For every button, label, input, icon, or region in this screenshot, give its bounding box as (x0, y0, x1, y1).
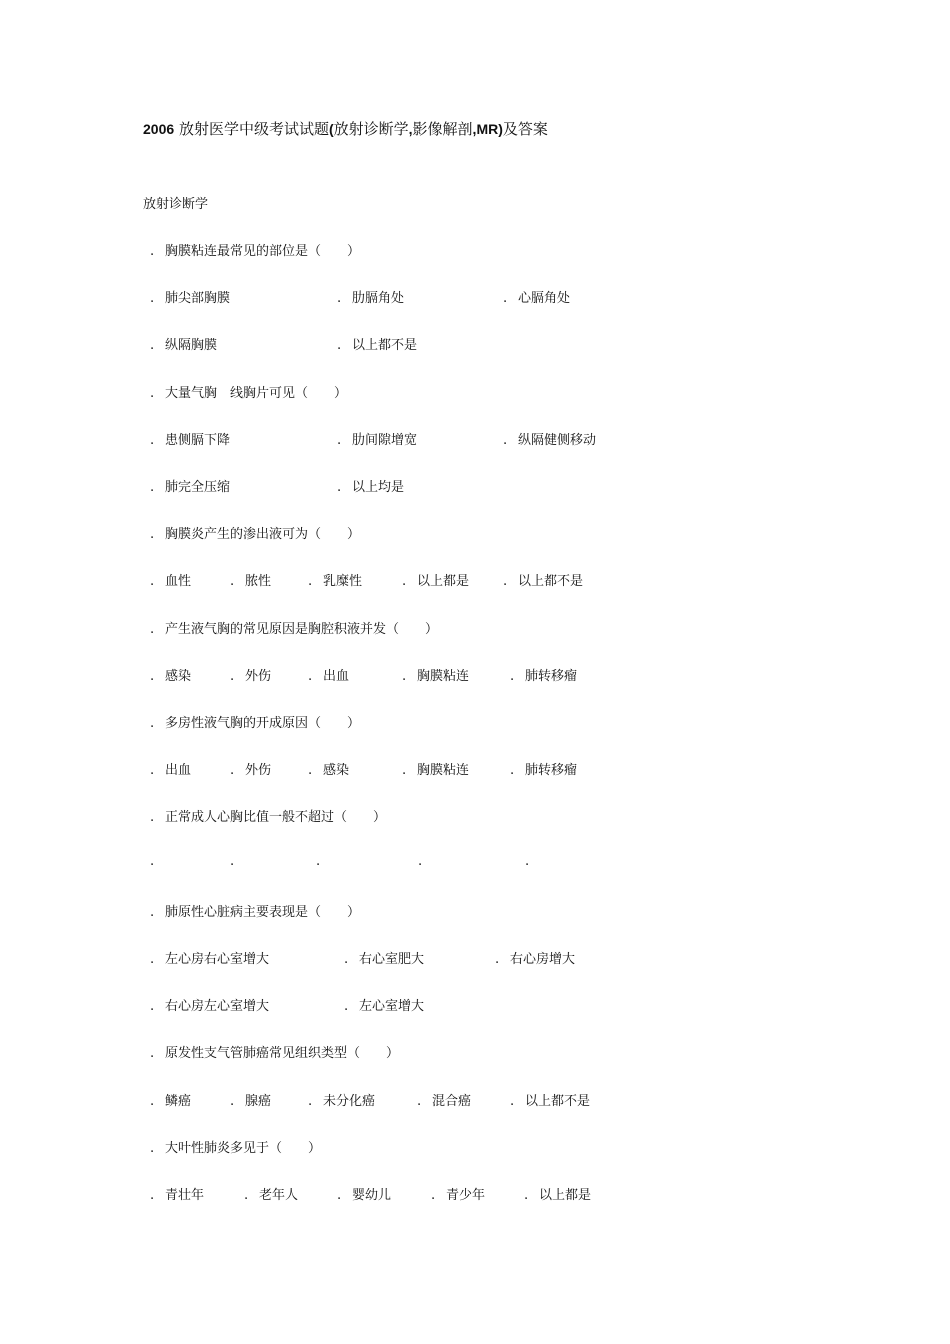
option-text: 纵隔胸膜 (165, 338, 218, 353)
question-marker: . (150, 905, 155, 920)
option-item (495, 948, 575, 967)
option-marker: . (402, 669, 407, 684)
option-marker: . (503, 574, 508, 589)
option-text: 肋间隙增宽 (352, 433, 418, 448)
question-line (150, 1137, 710, 1157)
options-line (150, 476, 710, 496)
option-item (402, 665, 469, 684)
option-item (402, 570, 469, 589)
question-text: 多房性液气胸的开成原因（ ） (165, 716, 361, 731)
option-item (150, 665, 191, 684)
option-text: 脓性 (245, 574, 272, 589)
option-text: 出血 (165, 763, 192, 778)
option-marker: . (431, 1188, 436, 1203)
title-sub2: 影像解剖 (412, 120, 473, 138)
option-item (503, 570, 583, 589)
option-marker: . (150, 338, 155, 353)
question-line (150, 806, 710, 826)
option-text: 血性 (165, 574, 192, 589)
question-marker: . (150, 386, 155, 401)
option-marker: . (402, 574, 407, 589)
title-sub1: 放射诊断学 (333, 120, 409, 138)
option-item (150, 1090, 191, 1109)
option-text: 肺尖部胸膜 (165, 291, 231, 306)
options-line (150, 665, 710, 685)
option-text: 以上都不是 (518, 574, 584, 589)
option-item (337, 429, 417, 448)
option-marker: . (503, 433, 508, 448)
option-item (344, 995, 424, 1014)
option-marker: . (150, 574, 155, 589)
option-item (244, 1184, 298, 1203)
option-text: 以上均是 (352, 480, 405, 495)
option-marker: . (495, 952, 500, 967)
option-item (150, 1184, 204, 1203)
question-line (150, 712, 710, 732)
option-marker: . (308, 669, 313, 684)
option-item (402, 759, 469, 778)
options-line (150, 759, 710, 779)
title-paren: ( (328, 121, 334, 137)
option-item (337, 287, 404, 306)
option-item (230, 759, 271, 778)
option-text: 右心房左心室增大 (165, 999, 270, 1014)
question-text: 肺原性心脏病主要表现是（ ） (165, 905, 361, 920)
option-item (337, 334, 417, 353)
option-marker: . (337, 291, 342, 306)
option-text: 乳糜性 (323, 574, 363, 589)
option-text: 外伤 (245, 669, 272, 684)
option-marker: . (230, 574, 235, 589)
option-marker: . (230, 669, 235, 684)
option-item (431, 1184, 485, 1203)
option-marker: . (150, 291, 155, 306)
option-text: 胸膜粘连 (417, 763, 470, 778)
option-item (150, 570, 191, 589)
option-item (150, 759, 191, 778)
option-text: 外伤 (245, 763, 272, 778)
question-text: 大量气胸 线胸片可见（ ） (165, 386, 348, 401)
question-line (150, 523, 710, 543)
title-comma1: , (408, 121, 413, 137)
option-text: 青少年 (446, 1188, 486, 1203)
option-item (150, 334, 217, 353)
title-tail: 及答案 (502, 120, 548, 138)
option-item (150, 476, 230, 495)
option-text: 心膈角处 (518, 291, 571, 306)
option-marker: . (150, 669, 155, 684)
option-item (337, 476, 404, 495)
option-marker: . (308, 574, 313, 589)
option-item (503, 429, 596, 448)
option-text: 老年人 (259, 1188, 299, 1203)
option-marker: . (308, 1094, 313, 1109)
question-marker: . (150, 527, 155, 542)
option-text: 患侧膈下降 (165, 433, 231, 448)
option-marker: . (150, 1094, 155, 1109)
option-marker: . (510, 669, 515, 684)
question-line (150, 618, 710, 638)
option-marker: . (150, 1188, 155, 1203)
options-line (150, 948, 710, 968)
option-text: 肋膈角处 (352, 291, 405, 306)
option-marker: . (150, 854, 155, 869)
option-marker: . (150, 952, 155, 967)
option-text: 右心室肥大 (359, 952, 425, 967)
option-item (230, 570, 271, 589)
option-marker: . (402, 763, 407, 778)
option-item (230, 1090, 271, 1109)
option-text: 未分化癌 (323, 1094, 376, 1109)
title-mr: MR) (476, 121, 503, 137)
question-marker: . (150, 622, 155, 637)
option-text: 以上都是 (539, 1188, 592, 1203)
question-text: 正常成人心胸比值一般不超过（ ） (165, 810, 387, 825)
option-text: 纵隔健侧移动 (518, 433, 597, 448)
option-item (230, 854, 245, 869)
option-marker: . (337, 338, 342, 353)
title-year: 2006 (143, 121, 175, 137)
options-line (150, 570, 710, 590)
option-marker: . (344, 999, 349, 1014)
option-marker: . (244, 1188, 249, 1203)
section-heading: 放射诊断学 (143, 197, 209, 212)
option-text: 感染 (323, 763, 350, 778)
option-item (503, 287, 570, 306)
option-text: 感染 (165, 669, 192, 684)
option-text: 婴幼儿 (352, 1188, 392, 1203)
option-text: 肺转移瘤 (525, 763, 578, 778)
option-item (308, 759, 349, 778)
options-line (150, 1184, 710, 1204)
option-marker: . (510, 1094, 515, 1109)
option-item (230, 665, 271, 684)
option-item (308, 665, 349, 684)
options-line (150, 429, 710, 449)
option-item (150, 429, 230, 448)
document-title (143, 118, 548, 139)
options-line (150, 1090, 710, 1110)
option-text: 左心房右心室增大 (165, 952, 270, 967)
question-text: 胸膜炎产生的渗出液可为（ ） (165, 527, 361, 542)
option-marker: . (230, 763, 235, 778)
question-marker: . (150, 716, 155, 731)
question-marker: . (150, 244, 155, 259)
option-item (150, 995, 269, 1014)
option-marker: . (316, 854, 321, 869)
option-marker: . (308, 763, 313, 778)
option-marker: . (150, 763, 155, 778)
option-marker: . (510, 763, 515, 778)
question-text: 大叶性肺炎多见于（ ） (165, 1141, 322, 1156)
question-line (150, 382, 710, 402)
question-marker: . (150, 810, 155, 825)
option-text: 以上都不是 (525, 1094, 591, 1109)
title-main: 放射医学中级考试试题 (178, 120, 329, 138)
question-line (150, 240, 710, 260)
question-marker: . (150, 1141, 155, 1156)
option-text: 肺转移瘤 (525, 669, 578, 684)
option-marker: . (344, 952, 349, 967)
option-item (308, 570, 362, 589)
options-line (150, 854, 710, 874)
option-marker: . (418, 854, 423, 869)
option-item (524, 1184, 591, 1203)
question-text: 原发性支气管肺癌常见组织类型（ ） (165, 1046, 400, 1061)
option-marker: . (337, 1188, 342, 1203)
option-text: 混合癌 (432, 1094, 472, 1109)
option-text: 左心室增大 (359, 999, 425, 1014)
option-text: 肺完全压缩 (165, 480, 231, 495)
title-comma2: , (472, 121, 477, 137)
option-marker: . (150, 999, 155, 1014)
question-line (150, 901, 710, 921)
options-line (150, 334, 710, 354)
option-text: 胸膜粘连 (417, 669, 470, 684)
option-marker: . (337, 480, 342, 495)
question-marker: . (150, 1046, 155, 1061)
option-marker: . (525, 854, 530, 869)
option-text: 鳞癌 (165, 1094, 192, 1109)
option-item (418, 854, 433, 869)
option-item (150, 854, 165, 869)
option-item (510, 759, 577, 778)
option-item (344, 948, 424, 967)
option-text: 以上都是 (417, 574, 470, 589)
option-item (417, 1090, 471, 1109)
option-marker: . (230, 854, 235, 869)
option-text: 出血 (323, 669, 350, 684)
option-item (150, 287, 230, 306)
option-item (316, 854, 331, 869)
option-text: 腺癌 (245, 1094, 272, 1109)
option-marker: . (337, 433, 342, 448)
option-marker: . (150, 480, 155, 495)
option-text: 以上都不是 (352, 338, 418, 353)
option-marker: . (524, 1188, 529, 1203)
options-line (150, 287, 710, 307)
option-marker: . (150, 433, 155, 448)
question-text: 胸膜粘连最常见的部位是（ ） (165, 244, 361, 259)
option-item (510, 1090, 590, 1109)
options-line (150, 995, 710, 1015)
option-item (525, 854, 540, 869)
option-text: 右心房增大 (510, 952, 576, 967)
option-item (337, 1184, 391, 1203)
question-text: 产生液气胸的常见原因是胸腔积液并发（ ） (165, 622, 439, 637)
option-marker: . (417, 1094, 422, 1109)
option-text: 青壮年 (165, 1188, 205, 1203)
option-item (308, 1090, 375, 1109)
option-item (150, 948, 269, 967)
option-marker: . (503, 291, 508, 306)
option-item (510, 665, 577, 684)
option-marker: . (230, 1094, 235, 1109)
question-line (150, 1042, 710, 1062)
